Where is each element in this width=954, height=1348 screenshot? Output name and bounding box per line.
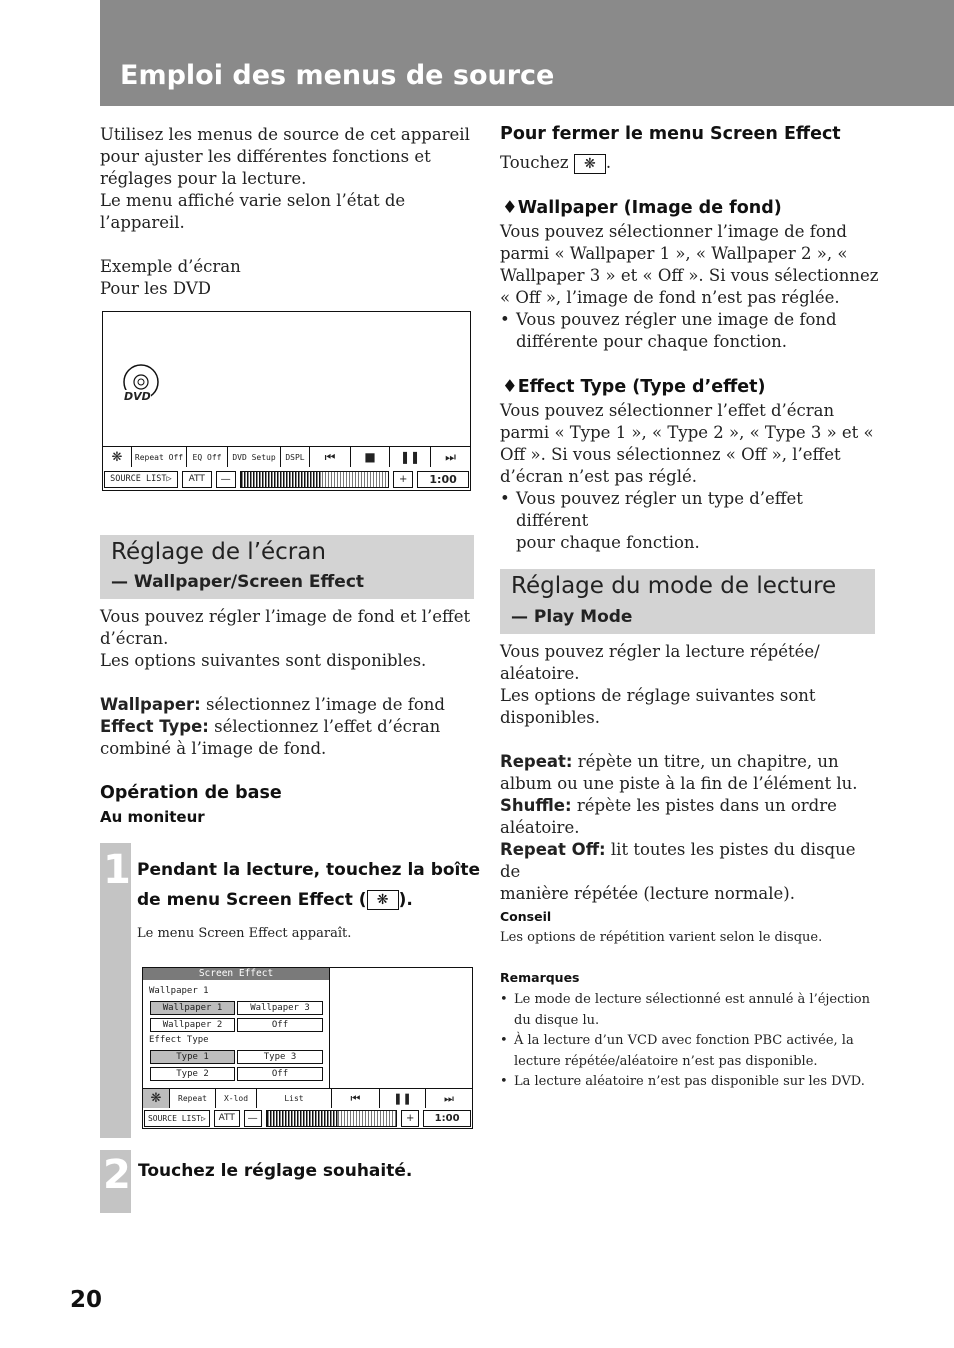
wallpaper-1-option[interactable]: Wallpaper 1 bbox=[150, 1001, 235, 1015]
effect-type-label: Effect Type bbox=[149, 1035, 209, 1045]
att-button[interactable]: ATT bbox=[182, 471, 212, 488]
page-header-band bbox=[100, 0, 954, 106]
section-screen-body bbox=[100, 606, 480, 760]
body-line: Wallpaper 3 » et « Off ». Si vous sélectionnez bbox=[500, 266, 879, 285]
body-line: manière répétée (lecture normale). bbox=[500, 884, 795, 903]
wallpaper-label: Wallpaper 1 bbox=[149, 986, 209, 996]
pause-icon[interactable]: ❚❚ bbox=[380, 1089, 426, 1108]
body-line: Les options suivantes sont disponibles. bbox=[100, 651, 427, 670]
term: Repeat: bbox=[500, 752, 573, 771]
dvd-logo-text: DVD bbox=[124, 390, 151, 403]
screen-effect-icon[interactable]: ❋ bbox=[143, 1089, 170, 1108]
body-line: parmi « Type 1 », « Type 2 », « Type 3 » et « bbox=[500, 423, 874, 442]
tip-text: Les options de répétition varient selon le disque. bbox=[500, 930, 823, 945]
body-line: Vous pouvez sélectionner l’image de fond bbox=[500, 222, 847, 241]
volume-down-button[interactable]: — bbox=[244, 1110, 262, 1127]
body-text: Touchez bbox=[500, 153, 569, 172]
operation-subheading: Au moniteur bbox=[100, 808, 205, 826]
wallpaper-off-option[interactable]: Off bbox=[237, 1018, 323, 1032]
notes-heading: Remarques bbox=[500, 970, 580, 985]
diamond-bullet-icon: ♦ bbox=[502, 377, 518, 397]
time-display: 1:00 bbox=[423, 1110, 471, 1127]
body-line: « Off », l’image de fond n’est pas réglée. bbox=[500, 288, 840, 307]
note-line: du disque lu. bbox=[514, 1012, 600, 1028]
dvd-disc-icon bbox=[121, 364, 161, 404]
intro-text bbox=[100, 124, 480, 300]
effect-definition bbox=[100, 716, 480, 738]
body-line: Off ». Si vous sélectionnez « Off », l’effet bbox=[500, 445, 841, 464]
note-text: La lecture aléatoire n’est pas disponible sur les DVD. bbox=[514, 1074, 865, 1089]
heading-text: Effect Type (Type d’effet) bbox=[517, 377, 766, 397]
bullet-dot: • bbox=[500, 992, 508, 1007]
step-2-bar bbox=[100, 1150, 131, 1213]
tip-heading: Conseil bbox=[500, 909, 552, 924]
volume-up-button[interactable]: + bbox=[401, 1110, 419, 1127]
type-3-option[interactable]: Type 3 bbox=[237, 1050, 323, 1064]
dvd-setup-button[interactable]: DVD Setup bbox=[228, 447, 281, 467]
eq-off-button[interactable]: EQ Off bbox=[187, 447, 228, 467]
example-label: Pour les DVD bbox=[100, 279, 211, 298]
repeat-definition bbox=[500, 751, 880, 773]
note-line: À la lecture d’un VCD avec fonction PBC activée, la bbox=[514, 1033, 854, 1048]
operation-heading: Opération de base bbox=[100, 783, 282, 803]
dspl-button[interactable]: DSPL bbox=[281, 447, 310, 467]
step-2-instruction: Touchez le réglage souhaité. bbox=[138, 1161, 413, 1181]
wallpaper-3-option[interactable]: Wallpaper 3 bbox=[237, 1001, 323, 1015]
body-line: Vous pouvez régler la lecture répétée/ bbox=[500, 642, 820, 661]
menu-title: Screen Effect bbox=[143, 968, 329, 980]
body-line: aléatoire. bbox=[500, 664, 580, 683]
effect-control-row bbox=[143, 1088, 472, 1108]
volume-up-button[interactable]: + bbox=[393, 471, 413, 488]
pause-icon[interactable]: ❚❚ bbox=[390, 447, 431, 467]
bullet-dot: • bbox=[500, 1033, 508, 1048]
bullet-text bbox=[516, 488, 880, 554]
effect-off-option[interactable]: Off bbox=[237, 1067, 323, 1081]
bullet-text bbox=[516, 309, 837, 353]
time-display: 1:00 bbox=[417, 471, 469, 488]
body-line: d’écran. bbox=[100, 629, 169, 648]
body-line: aléatoire. bbox=[500, 818, 580, 837]
screen-effect-icon[interactable]: ❋ bbox=[103, 447, 132, 467]
term: Shuffle: bbox=[500, 796, 572, 815]
step-number: 1 bbox=[103, 847, 131, 893]
body-line: Vous pouvez régler l’image de fond et l’effet bbox=[100, 607, 471, 626]
intro-line: pour ajuster les différentes fonctions et bbox=[100, 147, 431, 166]
bullet-line: pour chaque fonction. bbox=[516, 533, 700, 552]
section-play-body bbox=[500, 641, 880, 905]
note-line: Le mode de lecture sélectionné est annulé à l’éjection bbox=[514, 992, 870, 1007]
volume-meter bbox=[266, 1110, 398, 1127]
volume-meter bbox=[240, 471, 390, 488]
wallpaper-body bbox=[500, 221, 880, 353]
definition: répète un titre, un chapitre, un bbox=[572, 752, 839, 771]
step-1-note: Le menu Screen Effect apparaît. bbox=[137, 926, 352, 941]
note-item bbox=[500, 1031, 880, 1072]
page-title: Emploi des menus de source bbox=[120, 60, 555, 91]
dvd-control-row bbox=[103, 446, 470, 467]
page-number: 20 bbox=[70, 1287, 103, 1313]
definition: lit toutes les pistes du disque de bbox=[500, 840, 856, 881]
effect-type-heading bbox=[502, 377, 766, 397]
dvd-bottom-row bbox=[104, 468, 469, 490]
att-button[interactable]: ATT bbox=[214, 1110, 240, 1127]
body-line: d’écran n’est pas réglé. bbox=[500, 467, 698, 486]
close-menu-heading: Pour fermer le menu Screen Effect bbox=[500, 124, 841, 144]
body-line: Vous pouvez sélectionner l’effet d’écran bbox=[500, 401, 835, 420]
bullet-dot: • bbox=[500, 489, 510, 508]
note-item bbox=[500, 990, 880, 1031]
section-subtitle: — Play Mode bbox=[511, 607, 633, 627]
note-line: lecture répétée/aléatoire n’est pas disponible. bbox=[514, 1053, 818, 1069]
stop-icon[interactable]: ■ bbox=[351, 447, 390, 467]
bullet-item bbox=[500, 309, 880, 353]
next-track-icon[interactable]: ⏭ bbox=[444, 1091, 454, 1105]
step-1-instruction bbox=[137, 855, 482, 915]
wallpaper-heading bbox=[502, 198, 782, 218]
body-line: disponibles. bbox=[500, 708, 601, 727]
body-line: parmi « Wallpaper 1 », « Wallpaper 2 », « bbox=[500, 244, 848, 263]
wallpaper-definition bbox=[100, 694, 480, 716]
term: Repeat Off: bbox=[500, 840, 606, 859]
example-label: Exemple d’écran bbox=[100, 257, 241, 276]
list-button[interactable]: List bbox=[257, 1089, 332, 1108]
step-text: de menu Screen Effect ( bbox=[137, 890, 367, 910]
next-track-icon[interactable]: ⏭ bbox=[445, 449, 456, 464]
term: Wallpaper: bbox=[100, 695, 201, 714]
previous-track-icon[interactable]: ⏮ bbox=[310, 447, 351, 467]
section-title: Réglage du mode de lecture bbox=[511, 573, 837, 599]
source-list-button[interactable]: SOURCE LIST ▷ bbox=[144, 1110, 210, 1127]
bullet-line: différente pour chaque fonction. bbox=[516, 332, 788, 351]
screen-effect-icon: ❋ bbox=[367, 890, 399, 910]
step-number: 2 bbox=[103, 1152, 131, 1198]
note-item bbox=[500, 1072, 880, 1093]
source-list-button[interactable]: SOURCE LIST ▷ bbox=[104, 471, 178, 488]
section-band-screen bbox=[100, 535, 474, 599]
intro-line: Le menu affiché varie selon l’état de bbox=[100, 191, 406, 210]
step-text-line bbox=[137, 885, 482, 915]
source-list-label: SOURCE LIST bbox=[110, 474, 167, 484]
bullet-line: Vous pouvez régler un type d’effet différent bbox=[516, 489, 803, 530]
note-text bbox=[514, 990, 870, 1031]
shuffle-definition bbox=[500, 795, 880, 817]
body-line: combiné à l’image de fond. bbox=[100, 739, 327, 758]
screen-effect-menu bbox=[143, 968, 330, 1088]
body-line: album ou une piste à la fin de l’élément lu. bbox=[500, 774, 858, 793]
intro-line: Utilisez les menus de source de cet appareil bbox=[100, 125, 470, 144]
repeat-off-definition bbox=[500, 839, 880, 883]
intro-line: réglages pour la lecture. bbox=[100, 169, 307, 188]
source-list-label: SOURCE LIST bbox=[147, 1113, 201, 1123]
screen-effect-example bbox=[142, 967, 473, 1129]
notes-list bbox=[500, 990, 880, 1093]
note-text bbox=[514, 1031, 854, 1072]
effect-bottom-row bbox=[144, 1108, 471, 1128]
wallpaper-2-option[interactable]: Wallpaper 2 bbox=[150, 1018, 235, 1032]
bullet-item bbox=[500, 488, 880, 554]
step-text: ). bbox=[398, 890, 413, 910]
section-title: Réglage de l’écran bbox=[111, 539, 326, 565]
section-band-play bbox=[500, 569, 875, 634]
section-subtitle: — Wallpaper/Screen Effect bbox=[111, 572, 365, 592]
screen-effect-icon: ❋ bbox=[574, 154, 606, 174]
bullet-dot: • bbox=[500, 1074, 508, 1089]
body-text: . bbox=[605, 153, 612, 172]
volume-down-button[interactable]: — bbox=[216, 471, 236, 488]
xlod-button[interactable]: X-lod bbox=[216, 1089, 257, 1108]
definition: sélectionnez l’image de fond bbox=[200, 695, 445, 714]
definition: répète les pistes dans un ordre bbox=[571, 796, 837, 815]
definition: sélectionnez l’effet d’écran bbox=[208, 717, 441, 736]
bullet-dot: • bbox=[500, 310, 510, 329]
heading-text: Wallpaper (Image de fond) bbox=[517, 198, 782, 218]
repeat-off-button[interactable]: Repeat Off bbox=[132, 447, 187, 467]
intro-line: l’appareil. bbox=[100, 213, 185, 232]
body-line: Les options de réglage suivantes sont bbox=[500, 686, 816, 705]
diamond-bullet-icon: ♦ bbox=[502, 198, 518, 218]
close-menu-text bbox=[500, 152, 611, 174]
type-1-option[interactable]: Type 1 bbox=[150, 1050, 235, 1064]
step-text: Pendant la lecture, touchez la boîte bbox=[137, 860, 481, 880]
dvd-screen-example bbox=[102, 311, 471, 491]
previous-track-icon[interactable]: ⏮ bbox=[332, 1089, 380, 1108]
bullet-line: Vous pouvez régler une image de fond bbox=[516, 310, 837, 329]
type-2-option[interactable]: Type 2 bbox=[150, 1067, 235, 1081]
effect-type-body bbox=[500, 400, 880, 554]
step-1-bar bbox=[100, 843, 131, 1138]
term: Effect Type: bbox=[100, 717, 209, 736]
repeat-button[interactable]: Repeat bbox=[170, 1089, 216, 1108]
